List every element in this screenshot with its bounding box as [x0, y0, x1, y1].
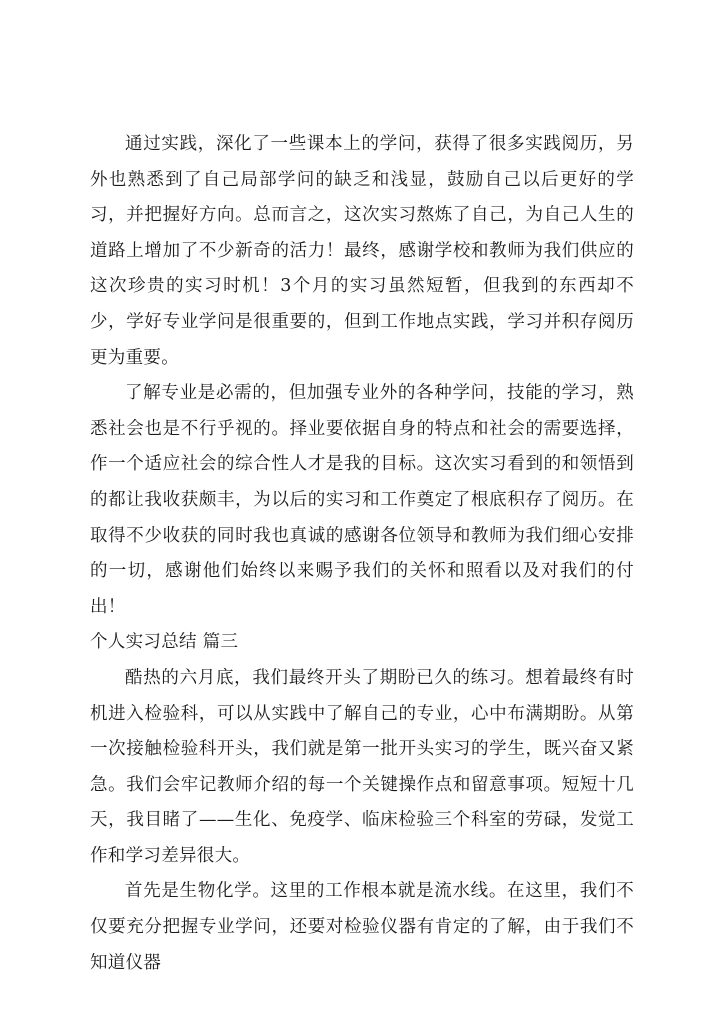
- paragraph-practice-summary: 通过实践，深化了一些课本上的学问，获得了很多实践阅历，另外也熟悉到了自己局部学问的缺乏和浅显，鼓励自己以后更好的学习，并把握好方向。总而言之，这次实习熬炼了自己，为自己人生的道路上增加了不少新奇的活力！最终，感谢学校和教师为我们供应的这次珍贵的实习时机！3个月的实习虽然短暂，但我到的东西却不少，学好专业学问是很重要的，但到工作地点实践，学习并积存阅历更为重要。: [90, 134, 634, 368]
- paragraph-biochemistry: 首先是生物化学。这里的工作根本就是流水线。在这里，我们不仅要充分把握专业学问，还要对检验仪器有肯定的了解，由于我们不知道仪器: [90, 881, 634, 973]
- section-heading: 个人实习总结 篇三: [90, 632, 239, 653]
- paragraph-june-internship: 酷热的六月底，我们最终开头了期盼已久的练习。想着最终有时机进入检验科，可以从实践中了解自己的专业，心中布满期盼。从第一次接触检验科开头，我们就是第一批开头实习的学生，既兴奋又紧急。我们会牢记教师介绍的每一个关键操作点和留意事项。短短十几天，我目睹了——生化、免疫学、临床检验三个科室的劳碌，发觉工作和学习差异很大。: [90, 667, 634, 866]
- paragraph-professional-understanding: 了解专业是必需的，但加强专业外的各种学问，技能的学习，熟悉社会也是不行乎视的。择业要依据自身的特点和社会的需要选择，作一个适应社会的综合性人才是我的目标。这次实习看到的和领悟到的都让我收获颇丰，为以后的实习和工作奠定了根底积存了阅历。在取得不少收获的同时我也真诚的感谢各位领导和教师为我们细心安排的一切，感谢他们始终以来赐予我们的关怀和照看以及对我们的付出！: [90, 383, 634, 617]
- document-body: [90, 127, 634, 981]
